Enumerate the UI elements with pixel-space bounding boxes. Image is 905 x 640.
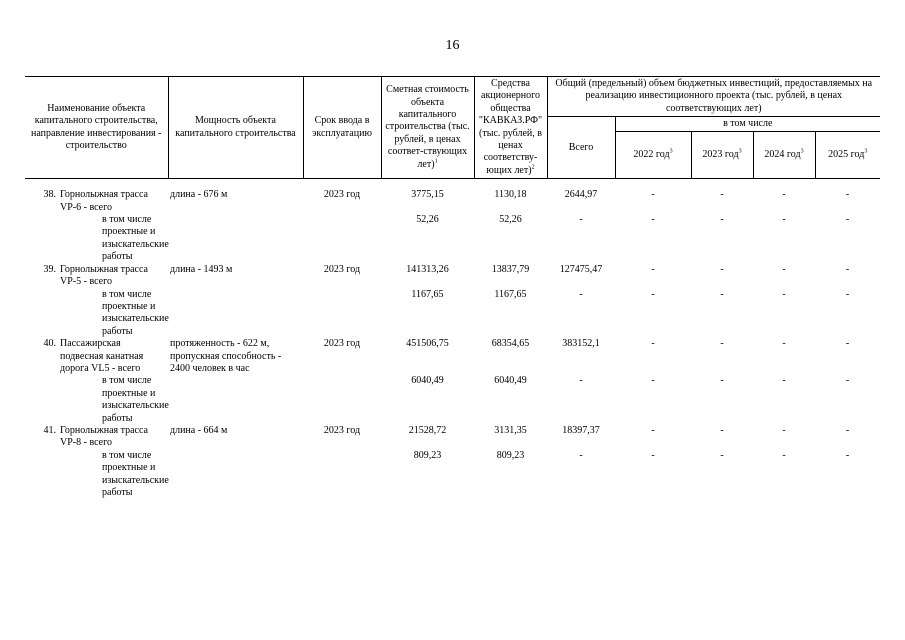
budget-2025: -: [845, 449, 850, 461]
table-subrow: [25, 289, 880, 339]
budget-2023: -: [720, 288, 724, 300]
budget-2022: -: [651, 338, 655, 350]
commission-year: 2023 год: [323, 424, 361, 436]
object-capacity: длина - 676 м: [170, 189, 228, 201]
row-index: 41.: [43, 424, 56, 436]
estimated-cost: 3775,15: [411, 189, 444, 201]
estimated-cost: 809,23: [413, 449, 442, 461]
header-commission-date: Срок ввода в эксплуатацию: [303, 77, 381, 179]
budget-2024: -: [782, 288, 786, 300]
budget-2024: -: [782, 189, 786, 201]
budget-total: -: [579, 214, 583, 226]
budget-total: 383152,1: [562, 338, 600, 350]
header-year-2025-text: 2025 год: [828, 149, 865, 161]
budget-total: -: [579, 375, 583, 387]
commission-year: 2023 год: [323, 189, 361, 201]
header-object-name: Наименование объекта капитального строительства, направление инвестирования - строительство: [25, 77, 168, 179]
company-funds: 13837,79: [491, 263, 530, 275]
table-row: [25, 264, 880, 289]
budget-2024: -: [782, 263, 786, 275]
subrow-name: [58, 214, 303, 264]
header-total: Всего: [547, 117, 615, 179]
object-capacity: длина - 1493 м: [170, 263, 233, 275]
row-index: 39.: [43, 263, 56, 275]
budget-2025: -: [845, 189, 850, 201]
budget-2024: -: [782, 449, 786, 461]
subrow-name: [58, 450, 303, 500]
budget-2025: -: [845, 338, 850, 350]
estimated-cost: 52,26: [416, 214, 439, 226]
budget-2022: -: [651, 214, 655, 226]
header-year-2023-text: 2023 год: [702, 149, 739, 161]
budget-2022: -: [651, 263, 655, 275]
footnote-2: 2: [531, 164, 535, 171]
company-funds: 809,23: [496, 449, 525, 461]
table-subrow: [25, 450, 880, 500]
budget-2023: -: [720, 263, 724, 275]
company-funds: 1130,18: [494, 189, 527, 201]
budget-2024: -: [782, 338, 786, 350]
budget-2024: -: [782, 375, 786, 387]
page-number: 16: [445, 38, 460, 53]
investment-table: [25, 76, 880, 499]
estimated-cost: 21528,72: [408, 424, 447, 436]
budget-total: -: [579, 288, 583, 300]
header-including: в том числе: [615, 117, 880, 132]
budget-2023: -: [720, 375, 724, 387]
header-capacity: Мощность объекта капитального строительства: [168, 77, 303, 179]
footnote-3: 3: [669, 148, 673, 155]
object-name: Горнолыжная трасса VP-5 - всего: [60, 263, 148, 288]
company-funds: 3131,35: [494, 424, 527, 436]
budget-2025: -: [845, 214, 850, 226]
table-subrow: [25, 375, 880, 425]
table-row: [25, 338, 880, 375]
subrow-name-text: в том числе проектные и изыскательские работы: [102, 214, 169, 263]
estimated-cost: 6040,49: [411, 375, 444, 387]
estimated-cost: 141313,26: [406, 263, 449, 275]
company-funds: 6040,49: [494, 375, 527, 387]
header-estimated-cost-text: Сметная стоимость объекта капитального строительства (тыс. рублей, в ценах соответ-ствующих лет): [385, 84, 470, 170]
table-row: [25, 189, 880, 214]
budget-2024: -: [782, 214, 786, 226]
footnote-1: 1: [434, 158, 438, 165]
header-year-2022: [615, 132, 691, 179]
estimated-cost: 451506,75: [406, 338, 449, 350]
subrow-name-text: в том числе проектные и изыскательские работы: [102, 288, 169, 337]
budget-2023: -: [720, 214, 724, 226]
budget-2022: -: [651, 375, 655, 387]
budget-2025: -: [845, 375, 850, 387]
header-budget-investments: Общий (предельный) объем бюджетных инвестиций, предоставляемых на реализацию инвестиционного проекта (тыс. рублей, в ценах соответствующих лет): [547, 77, 880, 117]
budget-2023: -: [720, 424, 724, 436]
header-year-2024: [753, 132, 815, 179]
subrow-name-text: в том числе проектные и изыскательские работы: [102, 449, 169, 498]
company-funds: 52,26: [499, 214, 522, 226]
table-subrow: [25, 214, 880, 264]
row-index: 40.: [43, 338, 56, 350]
subrow-name-text: в том числе проектные и изыскательские работы: [102, 375, 169, 424]
commission-year: 2023 год: [323, 338, 361, 350]
budget-2023: -: [720, 189, 724, 201]
header-company-funds: [474, 77, 547, 179]
budget-2025: -: [845, 424, 850, 436]
company-funds: 1167,65: [494, 288, 527, 300]
budget-2023: -: [720, 338, 724, 350]
budget-2022: -: [651, 424, 655, 436]
object-capacity: длина - 664 м: [170, 424, 228, 436]
object-name: Пассажирская подвесная канатная дорога VL5 - всего: [60, 338, 144, 374]
header-estimated-cost: [381, 77, 474, 179]
budget-2022: -: [651, 288, 655, 300]
footnote-3: 3: [738, 148, 742, 155]
header-year-2024-text: 2024 год: [764, 149, 801, 161]
estimated-cost: 1167,65: [411, 288, 444, 300]
budget-2025: -: [845, 288, 850, 300]
header-year-2022-text: 2022 год: [633, 149, 670, 161]
budget-total: 127475,47: [559, 263, 603, 275]
company-funds: 68354,65: [491, 338, 530, 350]
budget-total: 2644,97: [564, 189, 598, 201]
header-company-funds-text: Средства акционерного общества "КАВКАЗ.РФ" (тыс. рублей, в ценах соответству-ющих лет): [478, 78, 543, 176]
subrow-name: [58, 289, 303, 339]
footnote-3: 3: [800, 148, 804, 155]
commission-year: 2023 год: [323, 263, 361, 275]
budget-2022: -: [651, 189, 655, 201]
subrow-name: [58, 375, 303, 425]
object-name: Горнолыжная трасса VP-6 - всего: [60, 189, 148, 213]
budget-total: -: [579, 449, 583, 461]
budget-2025: -: [845, 263, 850, 275]
budget-2024: -: [782, 424, 786, 436]
object-capacity: протяженность - 622 м, пропускная способность - 2400 человек в час: [170, 338, 282, 374]
header-year-2025: [815, 132, 880, 179]
object-name: Горнолыжная трасса VP-8 - всего: [60, 424, 148, 449]
budget-total: 18397,37: [562, 424, 600, 436]
header-year-2023: [691, 132, 753, 179]
table-row: [25, 425, 880, 450]
budget-2022: -: [651, 449, 655, 461]
row-index: 38.: [43, 189, 56, 201]
budget-2023: -: [720, 449, 724, 461]
footnote-3: 3: [864, 148, 868, 155]
